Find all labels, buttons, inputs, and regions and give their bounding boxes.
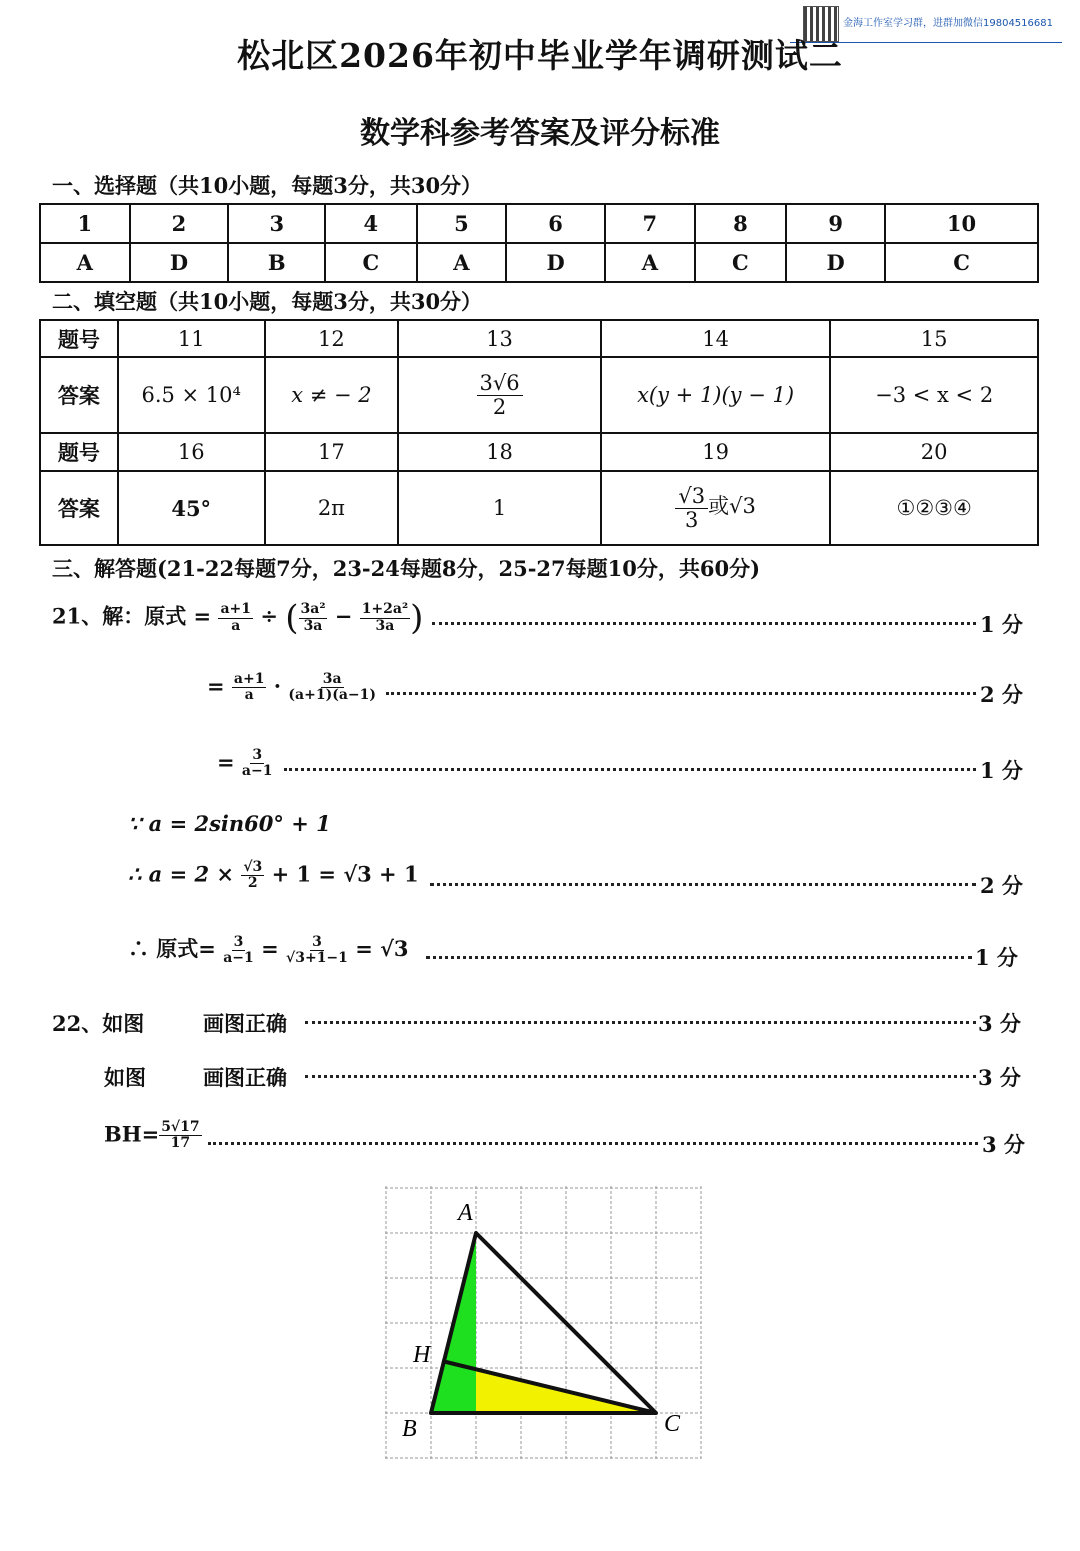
answer-11: 6.5 × 10⁴ [118,357,265,433]
q21-l6-suffix: = √3 [355,936,409,961]
fraction [299,602,328,634]
choice-answer-row [40,243,1038,282]
choice-answer: A [605,243,695,282]
q21-line-6 [128,933,409,966]
choice-answer: C [885,243,1038,282]
label-b: B [402,1416,417,1442]
choice-number: 7 [605,204,695,243]
choice-number: 2 [130,204,229,243]
dot-leader [305,1021,976,1024]
right-paren: ) [410,598,424,638]
numerator: 5√17 [161,1119,200,1135]
q21-score-2: 2 分 [980,682,1023,707]
fill-number: 20 [830,433,1038,471]
answer-16: 45° [118,471,265,545]
choice-number: 1 [40,204,130,243]
numerator: √3 [675,485,708,508]
choice-answer: D [786,243,885,282]
label-answer: 答案 [40,357,118,433]
fraction [242,748,273,780]
q21-score-5: 1 分 [975,945,1018,970]
denominator: a [231,617,241,634]
choice-number-row [40,204,1038,243]
numerator: 3 [312,933,322,950]
dot-leader [430,883,976,886]
denominator: 3a [303,617,323,634]
choice-number: 9 [786,204,885,243]
fill-number: 11 [118,320,265,357]
q21-line-1 [52,598,423,638]
answer-20: ①②③④ [830,471,1038,545]
choice-answer: D [506,243,605,282]
dot-leader [208,1142,978,1145]
fraction [477,372,523,417]
denominator: 3 [685,507,699,532]
numerator: 1+2a² [361,601,409,618]
q21-l5-prefix: ∴ a = 2 × [128,861,235,887]
grid [385,1186,701,1460]
numerator: a+1 [233,671,265,687]
fraction [218,602,253,634]
denominator: a−1 [241,763,273,780]
fraction [223,935,254,967]
fill-number: 18 [398,433,601,471]
fill-number: 19 [601,433,830,471]
choice-number: 6 [506,204,605,243]
q21-score-4: 2 分 [980,873,1023,898]
choice-number: 10 [885,204,1038,243]
dot-leader [386,692,976,695]
q21-l6-prefix: ∴ 原式= [128,936,216,961]
numerator: 3 [252,747,263,763]
fraction [241,860,264,892]
fill-answer-row-1 [40,357,1038,433]
fraction [232,672,267,704]
q22-score-1: 3 分 [978,1011,1021,1036]
q22-label-1: 22、如图 [52,1011,145,1036]
choice-answer: C [695,243,787,282]
dot-sign: · [273,673,282,699]
answer-13 [398,357,601,433]
denominator: (a+1)(a−1) [288,687,376,704]
fraction [159,1120,201,1152]
triangle-grid-figure [385,1186,705,1462]
fill-number: 17 [265,433,399,471]
answer-15: −3 < x < 2 [830,357,1038,433]
numerator: 3a² [300,601,326,618]
choice-answer: C [325,243,417,282]
choice-answer: A [417,243,507,282]
denominator: 17 [170,1135,191,1152]
fraction [360,602,410,634]
fill-number: 16 [118,433,265,471]
dot-leader [432,622,976,625]
fraction [286,935,348,967]
q21-prefix: 21、解：原式 = [52,603,212,629]
q21-score-1: 1 分 [980,612,1023,637]
label-c: C [664,1411,681,1437]
fill-number: 14 [601,320,830,357]
numerator: 3a [322,671,342,687]
choice-answer: D [130,243,229,282]
label-number: 题号 [40,433,118,471]
denominator: a−1 [223,950,254,966]
fraction [675,485,708,530]
q22-score-2: 3 分 [978,1065,1021,1090]
fill-number-row-2 [40,433,1038,471]
fill-number: 13 [398,320,601,357]
answer-18: 1 [398,471,601,545]
choice-number: 5 [417,204,507,243]
equals-sign: = [261,936,279,961]
label-h: H [413,1342,431,1368]
dot-leader [284,768,976,771]
fill-number-row-1 [40,320,1038,357]
numerator: 3√6 [477,372,523,395]
q22-score-3: 3 分 [982,1132,1025,1157]
section2-heading: 二、填空题（共10小题，每题3分，共30分） [52,289,483,314]
bh-prefix: BH= [104,1121,160,1147]
label-a: A [458,1200,473,1226]
answer-12: x ≠ − 2 [265,357,399,433]
dot-leader [426,956,972,959]
numerator: a+1 [220,601,251,618]
fill-answer-table [39,319,1039,546]
dot-leader [305,1075,976,1078]
section3-heading: 三、解答题(21-22每题7分，23-24每题8分，25-27每题10分，共60分) [52,556,761,581]
choice-number: 4 [325,204,417,243]
answer-19 [601,471,830,545]
choice-answer-table [39,203,1039,283]
choice-answer: A [40,243,130,282]
denominator: 2 [247,875,258,892]
q21-line-4: ∵ a = 2sin60° + 1 [128,811,331,836]
q22-line-3 [104,1120,202,1152]
fill-answer-row-2 [40,471,1038,545]
q21-line-2 [207,672,376,704]
section1-heading: 一、选择题（共10小题，每题3分，共30分） [52,173,483,198]
fill-number: 15 [830,320,1038,357]
page-subtitle: 数学科参考答案及评分标准 [360,116,720,151]
denominator: a [244,687,254,704]
equals-sign: = [207,673,225,699]
choice-answer: B [228,243,325,282]
page-title: 松北区2026年初中毕业学年调研测试二 [237,36,843,75]
minus-sign: − [334,603,353,629]
answer-19-tail: 或√3 [708,494,756,519]
answer-14: x(y + 1)(y − 1) [601,357,830,433]
label-answer: 答案 [40,471,118,545]
q21-line-3 [217,748,272,780]
answer-17: 2π [265,471,399,545]
denominator: 2 [492,394,507,419]
fraction [288,672,376,704]
numerator: √3 [243,859,263,875]
q22-text-2: 画图正确 [203,1065,287,1090]
wechat-notice: 金海工作室学习群，进群加微信19804516681 [843,18,1053,29]
denominator: 3a [375,617,395,634]
left-paren: ( [285,598,299,638]
q22-label-2: 如图 [104,1065,146,1090]
label-number: 题号 [40,320,118,357]
q21-score-3: 1 分 [980,758,1023,783]
numerator: 3 [233,933,244,950]
choice-number: 3 [228,204,325,243]
choice-number: 8 [695,204,787,243]
q22-text-1: 画图正确 [203,1011,287,1036]
divide-sign: ÷ [260,603,278,629]
equals-sign: = [217,749,235,775]
q21-l5-suffix: + 1 = √3 + 1 [271,861,419,887]
q21-line-5 [128,860,419,892]
denominator: √3+1−1 [286,950,348,966]
fill-number: 12 [265,320,399,357]
